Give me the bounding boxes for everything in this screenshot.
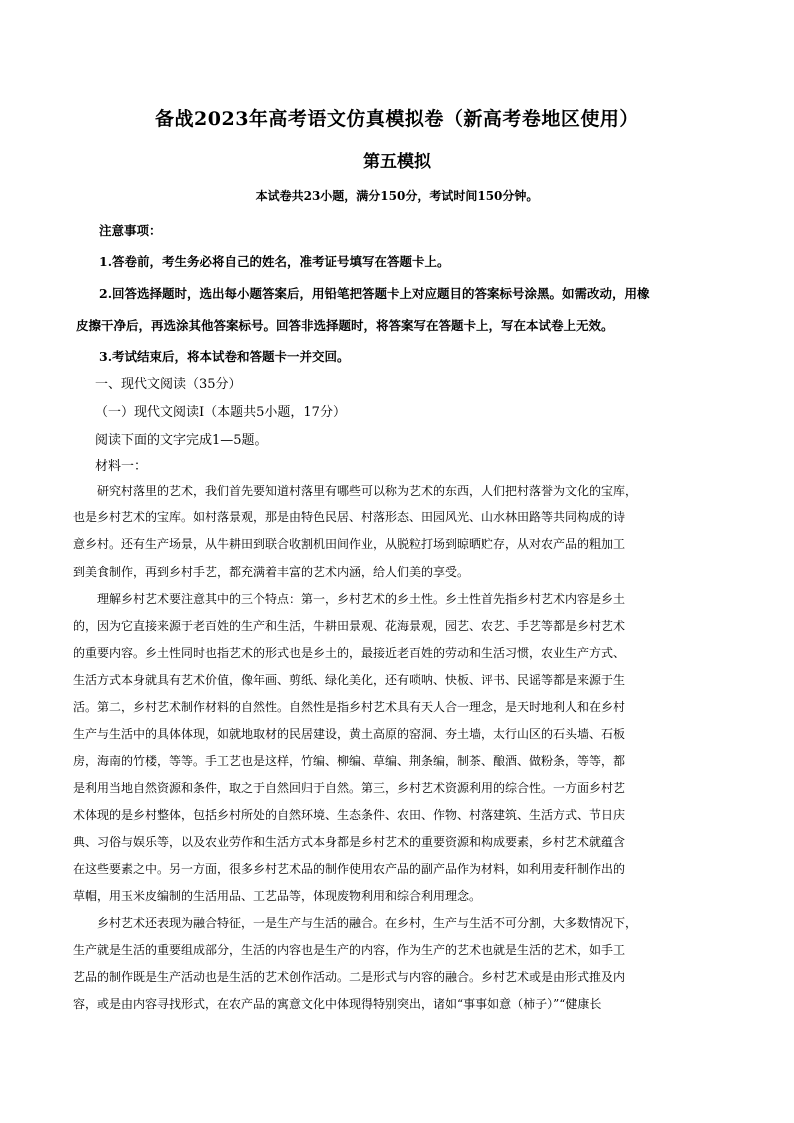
passage-line: 研究村落里的艺术，我们首先要知道村落里有哪些可以称为艺术的东西，人们把村落誉为文化的宝库， <box>97 484 638 498</box>
passage-line: 艺品的制作既是生产活动也是生活的艺术创作活动。二是形式与内容的融合。乡村艺术或是由形式推及内 <box>73 970 626 984</box>
passage-line: 理解乡村艺术要注意其中的三个特点：第一，乡村艺术的乡土性。乡土性首先指乡村艺术内容是乡土 <box>97 592 626 606</box>
passage-line: 生产就是生活的重要组成部分，生活的内容也是生产的内容，作为生产的艺术也就是生活的艺术，如手工 <box>73 943 626 957</box>
passage-line: 意乡村。还有生产场景，从牛耕田到联合收割机田间作业，从脱粒打场到晾晒贮存，从对农产品的粗加工 <box>73 537 626 551</box>
exam-subtitle: 第五模拟 <box>363 152 431 172</box>
passage-line: 到美食制作，再到乡村手艺，都充满着丰富的艺术内涵，给人们美的享受。 <box>73 565 470 579</box>
passage-line: 乡村艺术还表现为融合特征，一是生产与生活的融合。在乡村，生产与生活不可分割，大多数情况下， <box>97 916 638 930</box>
passage-line: 生产与生活中的具体体现，如就地取材的民居建设，黄土高原的窑洞、夯土墙，太行山区的石头墙、石板 <box>73 727 626 741</box>
passage-line: 容，或是由内容寻找形式，在农产品的寓意文化中体现得特别突出，诸如“事事如意（柿子）”“健康长 <box>73 997 602 1011</box>
passage-line: 在这些要素之中。另一方面，很多乡村艺术品的制作使用农产品的副产品作为材料，如利用麦秆制作出的 <box>73 862 626 876</box>
passage-line: 房，海南的竹楼，等等。手工艺也是这样，竹编、柳编、草编、荆条编，制茶、酿酒、做粉条，等等，都 <box>73 754 626 768</box>
exam-info: 本试卷共23小题，满分150分，考试时间150分钟。 <box>255 189 539 203</box>
passage-line: 也是乡村艺术的宝库。如村落景观，那是由特色民居、村落形态、田园风光、山水林田路等共同构成的诗 <box>73 510 626 524</box>
passage-line: 草帽，用玉米皮编制的生活用品、工艺品等，体现废物利用和综合利用理念。 <box>73 889 482 903</box>
material-label: 材料一： <box>95 459 148 474</box>
notes-item-1: 1.答卷前，考生务必将自己的姓名，准考证号填写在答题卡上。 <box>99 254 450 269</box>
section-heading: 一、现代文阅读（35分） <box>95 377 242 392</box>
passage-line: 的，因为它直接来源于老百姓的生产和生活，牛耕田景观、花海景观，园艺、农艺、手艺等都是乡村艺术 <box>73 619 626 633</box>
passage-line: 活。第二，乡村艺术制作材料的自然性。自然性是指乡村艺术具有天人合一理念，是天时地利人和在乡村 <box>73 700 626 714</box>
passage-line: 典、习俗与娱乐等，以及农业劳作和生活方式本身都是乡村艺术的重要资源和构成要素，乡村艺术就蕴含 <box>73 835 626 849</box>
notes-item-3: 3.考试结束后，将本试卷和答题卡一并交回。 <box>99 349 350 364</box>
reading-instruction: 阅读下面的文字完成1—5题。 <box>95 433 268 448</box>
section-sub-heading: （一）现代文阅读Ⅰ（本题共5小题，17分） <box>95 405 346 420</box>
exam-title: 备战2023年高考语文仿真模拟卷（新高考卷地区使用） <box>155 108 639 130</box>
passage-line: 的重要内容。乡土性同时也指艺术的形式也是乡土的，最接近老百姓的劳动和生活习惯，农业生产方式、 <box>73 646 626 660</box>
notes-item-2-line-1: 2.回答选择题时，选出每小题答案后，用铅笔把答题卡上对应题目的答案标号涂黑。如需改动，用橡 <box>99 286 650 301</box>
passage-line: 是利用当地自然资源和条件，取之于自然回归于自然。第三，乡村艺术资源利用的综合性。一方面乡村艺 <box>73 781 626 795</box>
passage-line: 术体现的是乡村整体，包括乡村所处的自然环境、生态条件、农田、作物、村落建筑、生活方式、节日庆 <box>73 808 626 822</box>
notes-item-2-line-2: 皮擦干净后，再选涂其他答案标号。回答非选择题时，将答案写在答题卡上，写在本试卷上无效。 <box>76 318 614 333</box>
notes-heading: 注意事项： <box>99 223 162 238</box>
passage-line: 生活方式本身就具有艺术价值，像年画、剪纸、绿化美化，还有唢呐、快板、评书、民谣等都是来源于生 <box>73 673 626 687</box>
